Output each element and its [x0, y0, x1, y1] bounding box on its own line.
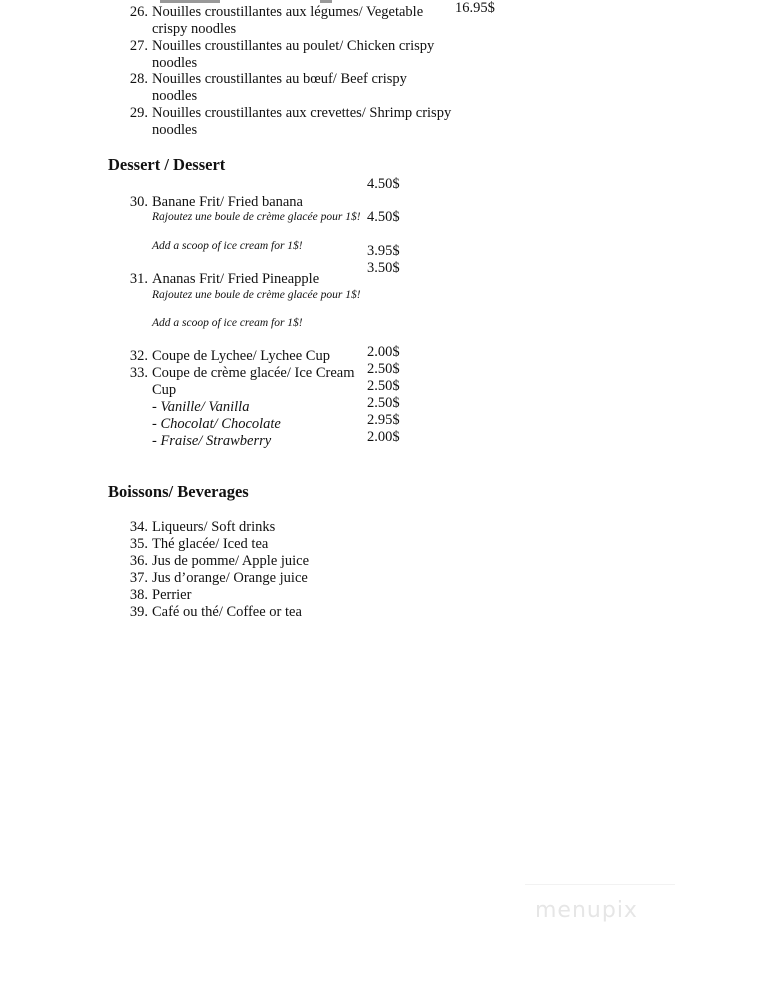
item-name: Nouilles croustillantes aux crevettes/ Shrimp crispy [152, 105, 452, 121]
watermark-line [525, 884, 675, 885]
price: 4.50$ [367, 176, 400, 192]
menu-item-34 [126, 519, 275, 536]
item-name: Nouilles croustillantes au bœuf/ Beef crispy [152, 71, 407, 87]
item-name: Ananas Frit/ Fried Pineapple [152, 271, 320, 287]
item-number: 39. [129, 604, 148, 620]
item-name: Perrier [152, 587, 192, 603]
item-name: Banane Frit/ Fried banana [152, 194, 303, 210]
item-name: Coupe de Lychee/ Lychee Cup [152, 348, 330, 364]
item-name: Nouilles croustillantes au poulet/ Chicken crispy [152, 38, 435, 54]
menu-item-29 [126, 105, 451, 139]
menu-item-31 [126, 271, 319, 288]
item-name: Thé glacée/ Iced tea [152, 536, 269, 552]
ice-cream-note-fr: Rajoutez une boule de crème glacée pour 1$! [152, 211, 361, 223]
menu-item-37 [126, 570, 308, 587]
ice-cream-note-fr: Rajoutez une boule de crème glacée pour 1$! [152, 289, 361, 301]
menu-item-27 [126, 38, 434, 72]
item-number: 31. [129, 271, 148, 287]
cut-off-line-fragment [160, 0, 220, 3]
menu-item-32 [126, 348, 330, 365]
option-strawberry: - Fraise/ Strawberry [152, 433, 272, 449]
item-number: 30. [129, 194, 148, 210]
item-number: 37. [129, 570, 148, 586]
menu-item-26 [126, 4, 423, 38]
item-name: Jus de pomme/ Apple juice [152, 553, 310, 569]
menu-item-30 [126, 194, 303, 211]
price: 3.50$ [367, 260, 400, 276]
item-number: 28. [129, 71, 148, 87]
menu-item-38 [126, 587, 191, 604]
menu-item-33 [126, 365, 354, 399]
item-name: Jus d’orange/ Orange juice [152, 570, 308, 586]
option-vanilla: - Vanille/ Vanilla [152, 399, 250, 415]
item-number: 35. [129, 536, 148, 552]
item-number: 36. [129, 553, 148, 569]
item-name-cont: noodles [152, 88, 198, 104]
menu-item-39 [126, 604, 302, 621]
watermark-logo: menupix [535, 898, 638, 923]
item-name-cont: noodles [152, 55, 198, 71]
item-name: Liqueurs/ Soft drinks [152, 519, 276, 535]
price: 2.00$ [367, 344, 400, 360]
item-number: 33. [129, 365, 148, 381]
item-name: Café ou thé/ Coffee or tea [152, 604, 302, 620]
item-number: 34. [129, 519, 148, 535]
item-name-cont: noodles [152, 122, 198, 138]
item-number: 29. [129, 105, 148, 121]
beverages-heading: Boissons/ Beverages [108, 482, 249, 501]
price: 2.95$ [367, 412, 400, 428]
item-name: Coupe de crème glacée/ Ice Cream [152, 365, 355, 381]
price: 3.95$ [367, 243, 400, 259]
item-number: 27. [129, 38, 148, 54]
price: 2.50$ [367, 378, 400, 394]
menu-item-36 [126, 553, 309, 570]
menu-item-35 [126, 536, 268, 553]
item-number: 38. [129, 587, 148, 603]
price: 4.50$ [367, 209, 400, 225]
noodles-price: 16.95$ [455, 0, 495, 16]
item-name-cont: Cup [152, 382, 177, 398]
option-chocolate: - Chocolat/ Chocolate [152, 416, 281, 432]
ice-cream-note-en: Add a scoop of ice cream for 1$! [152, 240, 303, 252]
dessert-heading: Dessert / Dessert [108, 155, 226, 174]
cut-off-line-fragment [320, 0, 332, 3]
item-number: 26. [129, 4, 148, 20]
price: 2.00$ [367, 429, 400, 445]
item-name: Nouilles croustillantes aux légumes/ Vegetable [152, 4, 424, 20]
menu-item-28 [126, 71, 407, 105]
price: 2.50$ [367, 395, 400, 411]
ice-cream-note-en: Add a scoop of ice cream for 1$! [152, 317, 303, 329]
price: 2.50$ [367, 361, 400, 377]
item-name-cont: crispy noodles [152, 21, 237, 37]
item-number: 32. [129, 348, 148, 364]
